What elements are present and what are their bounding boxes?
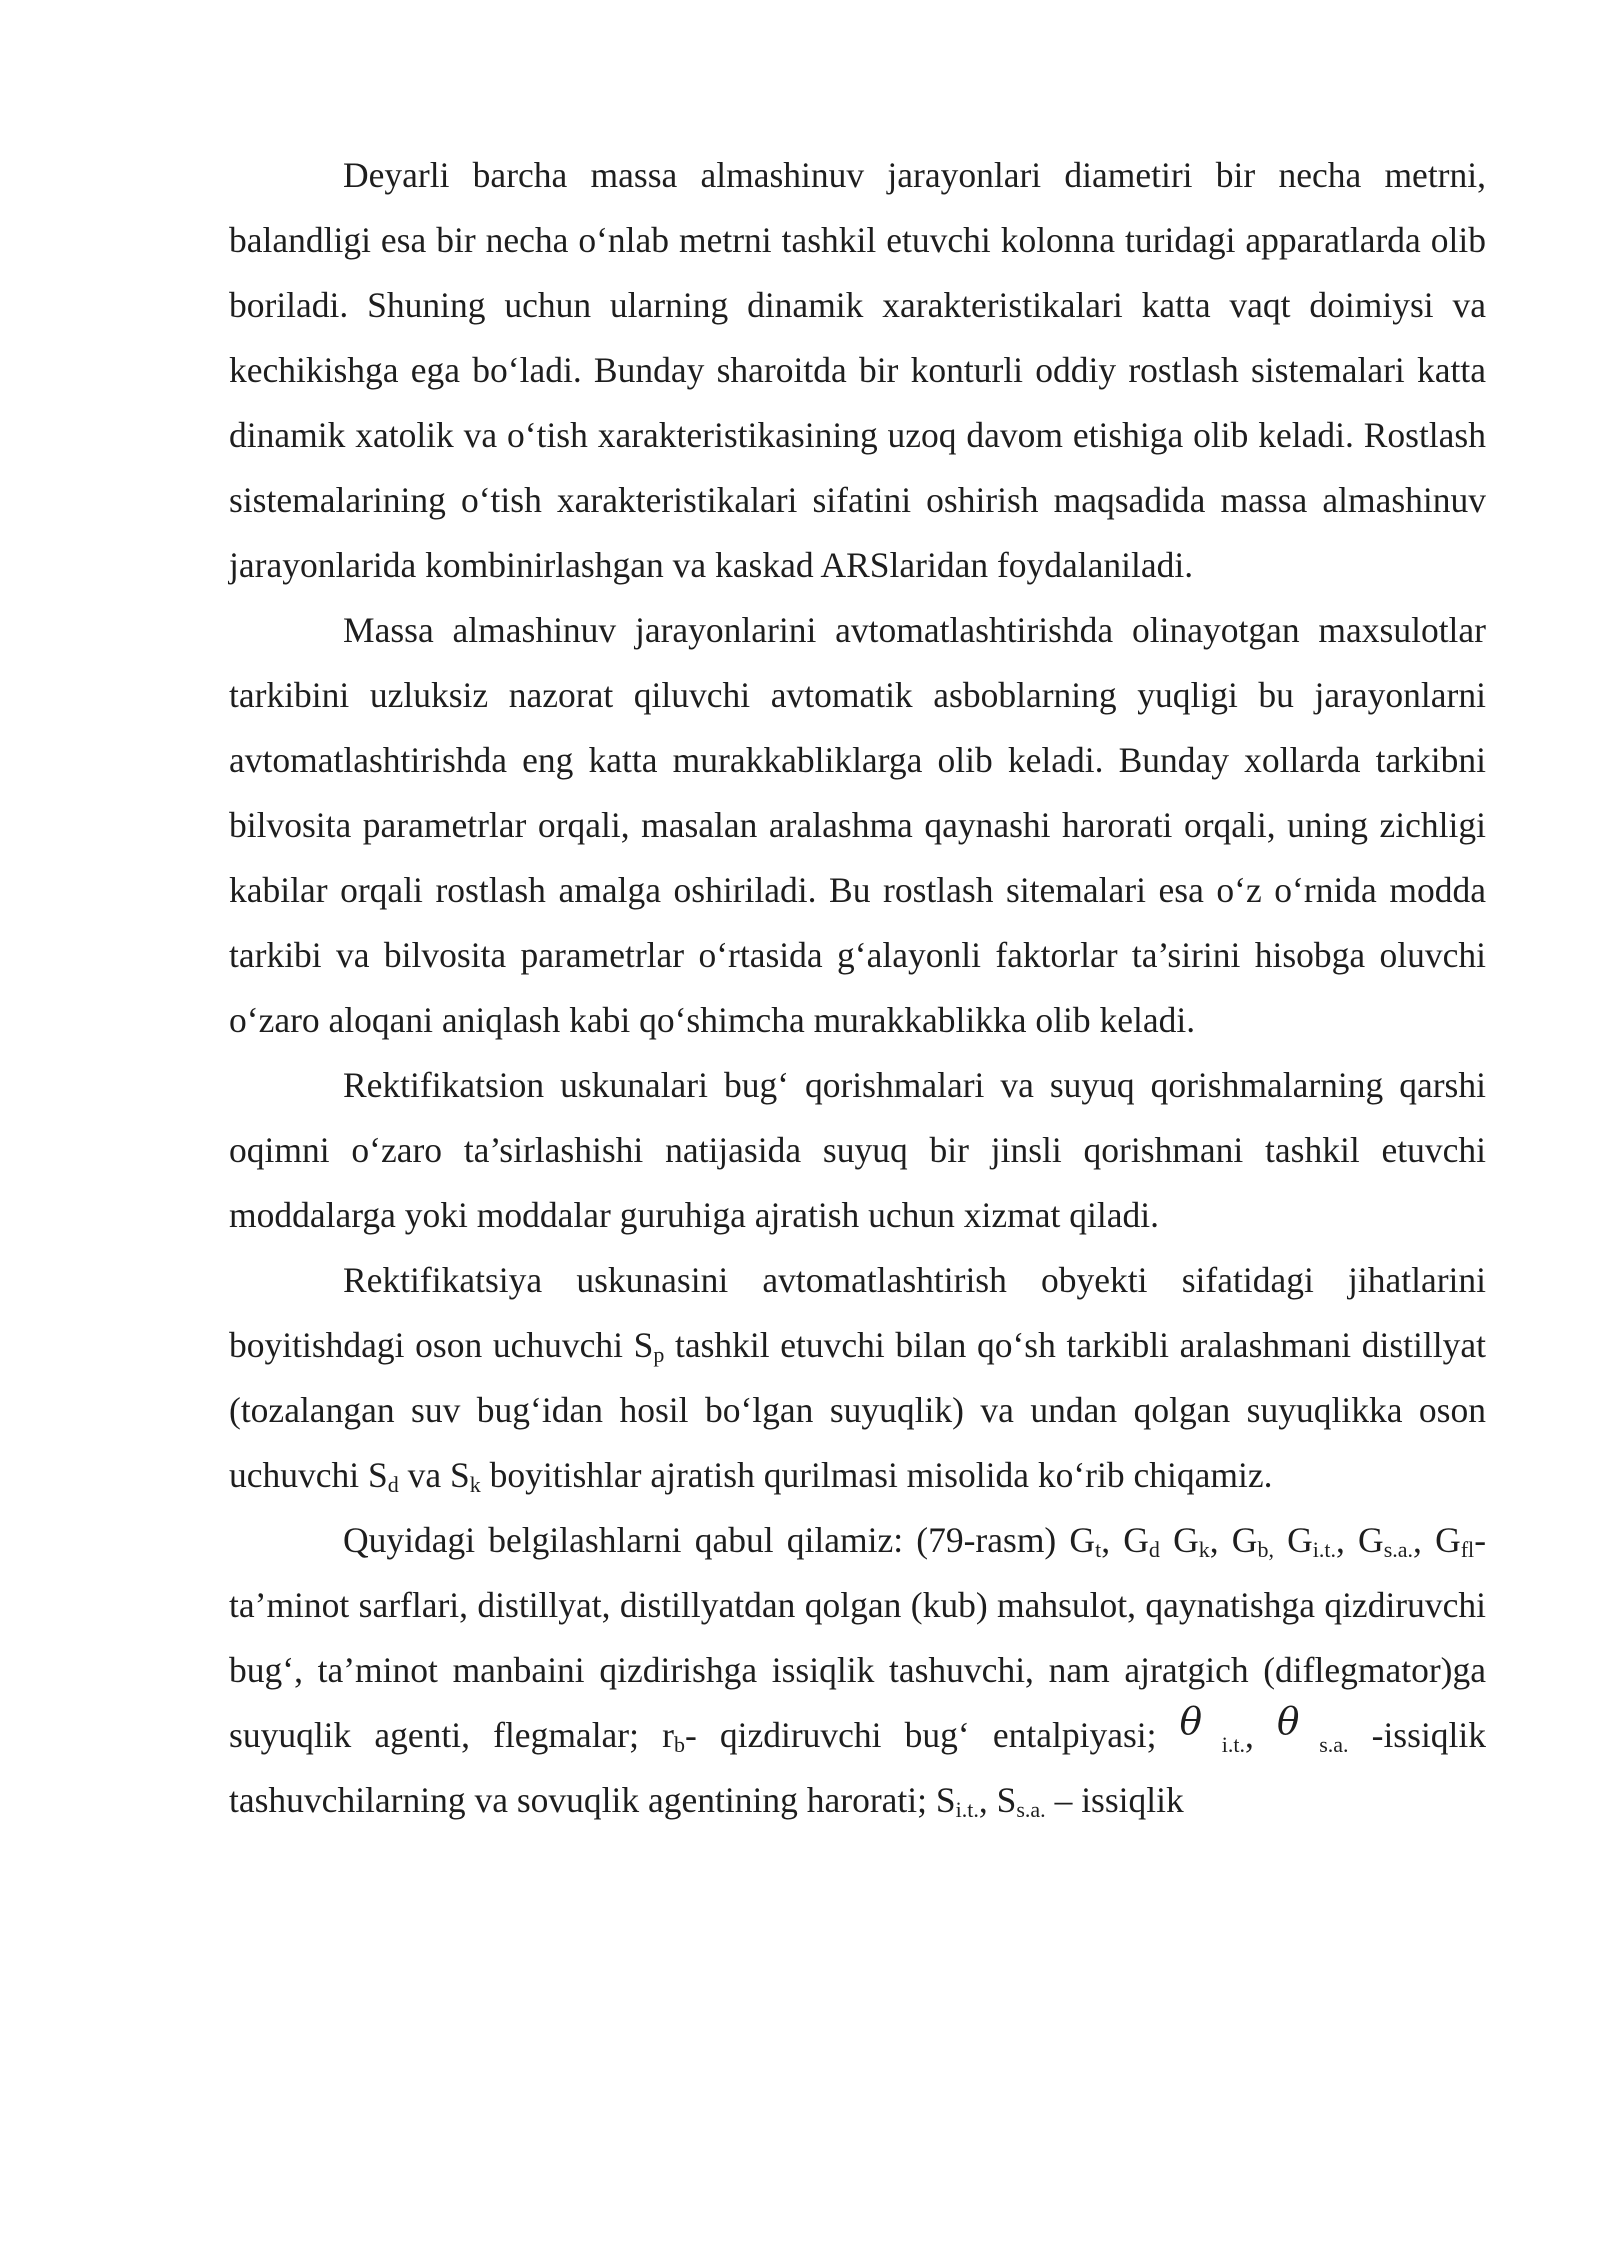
subscript: s.a. bbox=[1299, 1731, 1349, 1757]
subscript: d bbox=[1148, 1536, 1160, 1562]
paragraph-5-text-i: - qizdiruvchi bug‘ entalpiyasi; bbox=[684, 1715, 1180, 1755]
paragraph-2 bbox=[229, 598, 1486, 1053]
paragraph-5-text-h: - ta’minot sarflari, distillyat, distillyatdan qolgan (kub) mahsulot, qaynatishga qizdiruvchi bug‘, ta’minot manbaini qizdirishga issiqlik tashuvchi, nam ajratgich (diflegmator)ga suyuqlik agenti, flegmalar; r bbox=[229, 1520, 1487, 1755]
subscript: i.t. bbox=[1202, 1731, 1246, 1757]
subscript: i.t. bbox=[955, 1796, 979, 1822]
paragraph-5 bbox=[229, 1508, 1486, 1833]
paragraph-5-text-l: , S bbox=[978, 1780, 1017, 1820]
subscript: fl bbox=[1460, 1536, 1475, 1562]
theta-symbol: θ bbox=[1179, 1698, 1203, 1743]
paragraph-3 bbox=[229, 1053, 1486, 1248]
paragraph-5-text-j: , bbox=[1245, 1715, 1278, 1755]
subscript: k bbox=[1198, 1536, 1210, 1562]
subscript: b, bbox=[1257, 1536, 1274, 1562]
paragraph-5-text-e: G bbox=[1273, 1520, 1313, 1560]
paragraph-4 bbox=[229, 1248, 1486, 1508]
subscript: d bbox=[387, 1471, 399, 1497]
paragraph-5-text-d: , G bbox=[1209, 1520, 1258, 1560]
paragraph-1 bbox=[229, 143, 1486, 598]
paragraph-5-text-k: -issiqlik tashuvchilarning va sovuqlik agentining harorati; S bbox=[229, 1715, 1487, 1820]
paragraph-5-text-b: , G bbox=[1101, 1520, 1149, 1560]
theta-symbol: θ bbox=[1277, 1698, 1300, 1743]
subscript: t bbox=[1095, 1536, 1102, 1562]
paragraph-5-text-f: , G bbox=[1336, 1520, 1384, 1560]
paragraph-4-text-d: boyitishlar ajratish qurilmasi misolida ko‘rib chiqamiz. bbox=[480, 1455, 1273, 1495]
paragraph-5-text-g: , G bbox=[1413, 1520, 1461, 1560]
paragraph-4-text-c: va S bbox=[398, 1455, 470, 1495]
subscript: b bbox=[673, 1731, 685, 1757]
subscript: p bbox=[653, 1341, 665, 1367]
subscript: k bbox=[469, 1471, 481, 1497]
paragraph-5-text-c: G bbox=[1159, 1520, 1199, 1560]
paragraph-4-text-b: tashkil etuvchi bilan qo‘sh tarkibli aralashmani distillyat (tozalangan suv bug‘idan hosil bo‘lgan suyuqlik) va undan qolgan suyuqlikka oson uchuvchi S bbox=[229, 1325, 1486, 1495]
paragraph-4-text-a: Rektifikatsiya uskunasini avtomatlashtirish obyekti sifatidagi jihatlarini boyitishdagi oson uchuvchi S bbox=[229, 1260, 1486, 1365]
subscript: i.t. bbox=[1312, 1536, 1336, 1562]
paragraph-5-text-a: Quyidagi belgilashlarni qabul qilamiz: (79-rasm) G bbox=[343, 1520, 1096, 1560]
body-text bbox=[229, 143, 1486, 1833]
paragraph-5-text-m: – issiqlik bbox=[1045, 1780, 1184, 1820]
paragraph-3-text: Rektifikatsion uskunalari bug‘ qorishmalari va suyuq qorishmalarning qarshi oqimni o‘zaro ta’sirlashishi natijasida suyuq bir jinsli qorishmani tashkil etuvchi moddalarga yoki moddalar guruhiga ajratish uchun xizmat qiladi. bbox=[229, 1065, 1486, 1235]
paragraph-2-text: Massa almashinuv jarayonlarini avtomatlashtirishda olinayotgan maxsulotlar tarkibini uzluksiz nazorat qiluvchi avtomatik asboblarning yuqligi bu jarayonlarni avtomatlashtirishda eng katta murakkabliklarga olib keladi. Bunday xollarda tarkibni bilvosita parametrlar orqali, masalan aralashma qaynashi harorati orqali, uning zichligi kabilar orqali rostlash amalga oshiriladi. Bu rostlash sitemalari esa o‘z o‘rnida modda tarkibi va bilvosita parametrlar o‘rtasida g‘alayonli faktorlar ta’sirini hisobga oluvchi o‘zaro aloqani aniqlash kabi qo‘shimcha murakkablikka olib keladi. bbox=[229, 610, 1486, 1040]
subscript: s.a. bbox=[1383, 1536, 1414, 1562]
paragraph-1-text: Deyarli barcha massa almashinuv jarayonlari diametiri bir necha metrni, balandligi esa bir necha o‘nlab metrni tashkil etuvchi kolonna turidagi apparatlarda olib boriladi. Shuning uchun ularning dinamik xarakteristikalari katta vaqt doimiysi va kechikishga ega bo‘ladi. Bunday sharoitda bir konturli oddiy rostlash sistemalari katta dinamik xatolik va o‘tish xarakteristikasining uzoq davom etishiga olib keladi. Rostlash sistemalarining o‘tish xarakteristikalari sifatini oshirish maqsadida massa almashinuv jarayonlarida kombinirlashgan va kaskad ARSlaridan foydalaniladi. bbox=[229, 155, 1486, 585]
subscript: s.a. bbox=[1016, 1796, 1046, 1822]
